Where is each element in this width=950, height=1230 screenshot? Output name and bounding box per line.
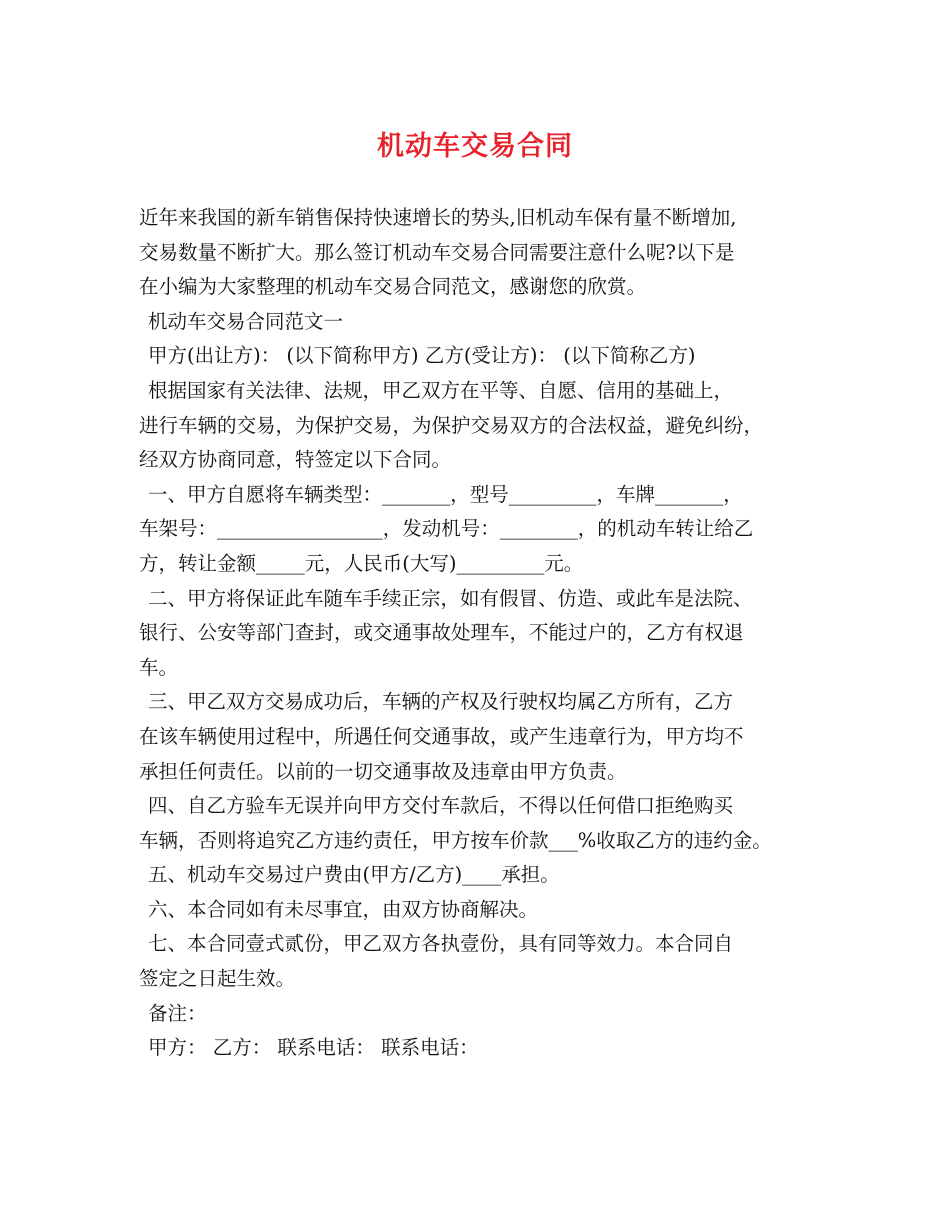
clause-1-line: 方，转让金额_____元，人民币(大写)_________元。 [139, 551, 584, 575]
document-body [139, 201, 839, 1066]
clause-5-line: 五、机动车交易过户费由(甲方/乙方)____承担。 [148, 863, 560, 887]
clause-4-line: 车辆，否则将追究乙方违约责任，甲方按车价款___%收取乙方的违约金。 [139, 828, 772, 852]
clause-2-line: 车。 [139, 655, 179, 679]
clause-3-line: 三、甲乙双方交易成功后，车辆的产权及行驶权均属乙方所有，乙方 [148, 690, 734, 714]
paragraph-line: 进行车辆的交易，为保护交易，为保护交易双方的合法权益，避免纠纷， [139, 413, 764, 437]
clause-2-line: 银行、公安等部门查封，或交通事故处理车，不能过户的，乙方有权退 [139, 621, 744, 645]
paragraph-line: 经双方协商同意，特签定以下合同。 [139, 448, 452, 472]
document-title: 机动车交易合同 [377, 131, 573, 162]
clause-6-line: 六、本合同如有未尽事宜，由双方协商解决。 [148, 897, 539, 921]
clause-2-line: 二、甲方将保证此车随车手续正宗，如有假冒、仿造、或此车是法院、 [148, 586, 753, 610]
clause-3-line: 承担任何责任。以前的一切交通事故及违章由甲方负责。 [139, 759, 627, 783]
paragraph-line: 在小编为大家整理的机动车交易合同范文，感谢您的欣赏。 [139, 275, 647, 299]
paragraph-line: 近年来我国的新车销售保持快速增长的势头,旧机动车保有量不断增加, [139, 206, 737, 229]
party-line: 甲方(出让方)： (以下简称甲方) 乙方(受让方)： (以下简称乙方) [148, 344, 696, 368]
clause-7-line: 签定之日起生效。 [139, 967, 296, 991]
section-heading: 机动车交易合同范文一 [148, 309, 344, 333]
clause-4-line: 四、自乙方验车无误并向甲方交付车款后，不得以任何借口拒绝购买 [148, 794, 734, 818]
clause-1-line: 一、甲方自愿将车辆类型：_______，型号_________，车牌_______， [148, 482, 743, 506]
paragraph-line: 根据国家有关法律、法规，甲乙双方在平等、自愿、信用的基础上， [148, 378, 734, 402]
clause-3-line: 在该车辆使用过程中，所遇任何交通事故，或产生违章行为，甲方均不 [139, 724, 744, 748]
paragraph-line: 交易数量不断扩大。那么签订机动车交易合同需要注意什么呢?以下是 [139, 240, 735, 264]
remarks-label: 备注： [148, 1001, 207, 1025]
clause-7-line: 七、本合同壹式贰份，甲乙双方各执壹份，具有同等效力。本合同自 [148, 932, 734, 956]
clause-1-line: 车架号：_________________，发动机号：________，的机动车转让给乙 [139, 517, 754, 541]
signature-line: 甲方： 乙方： 联系电话： 联系电话： [148, 1036, 479, 1060]
